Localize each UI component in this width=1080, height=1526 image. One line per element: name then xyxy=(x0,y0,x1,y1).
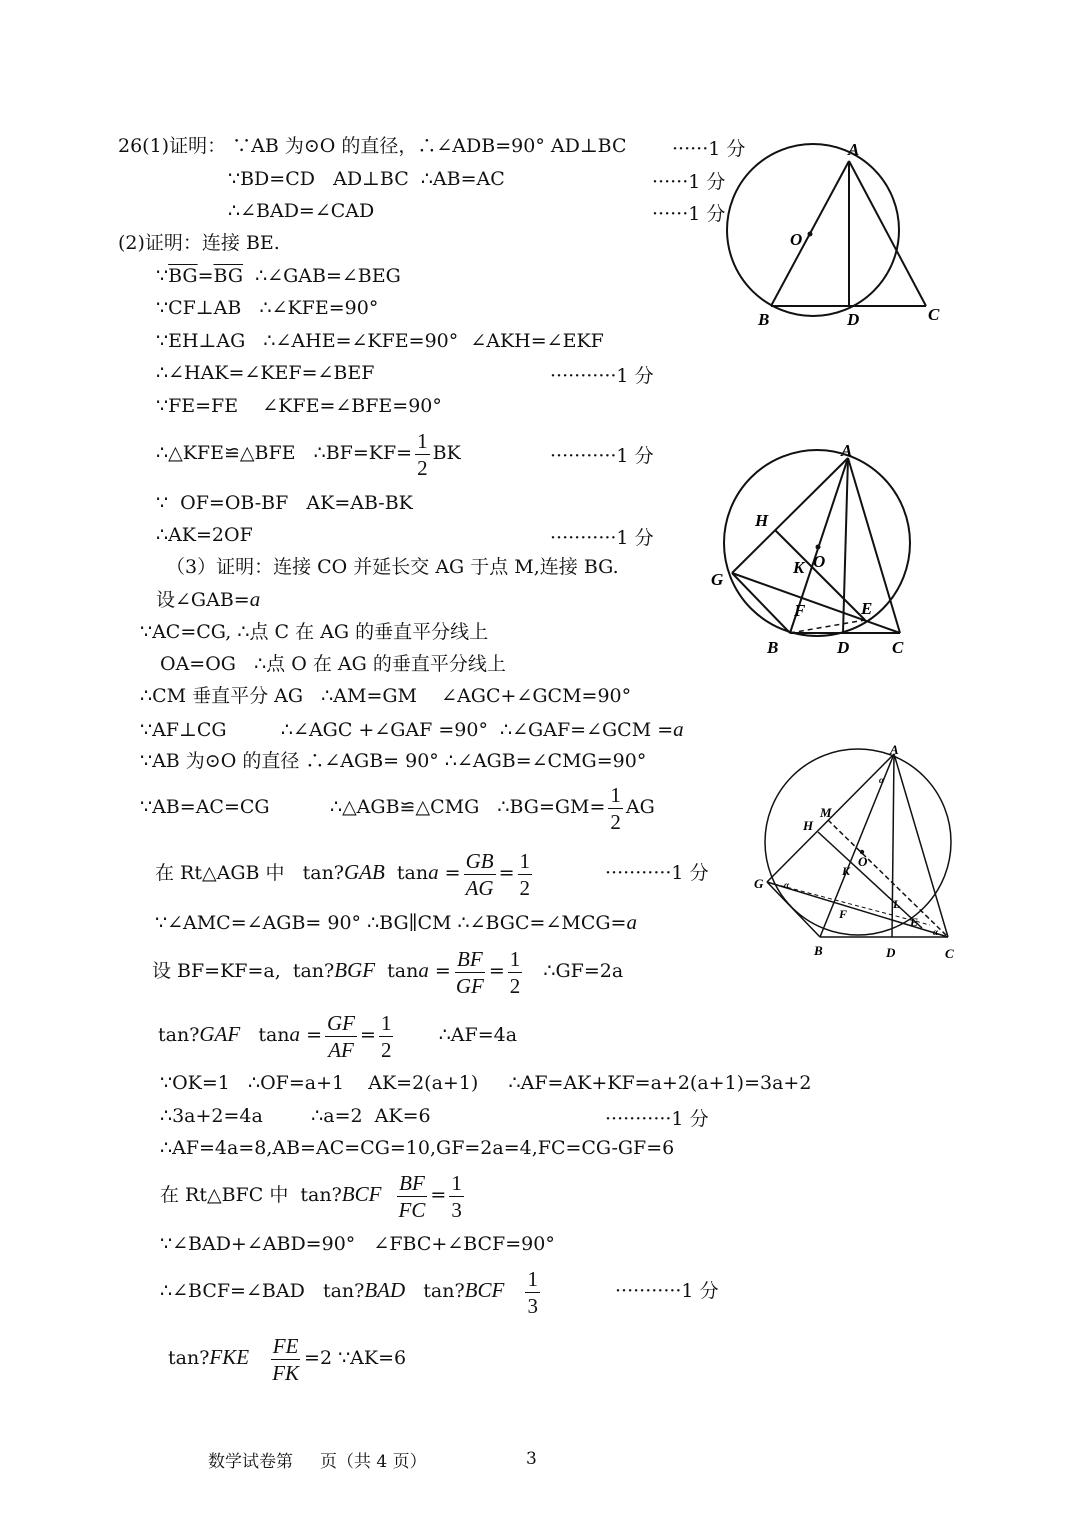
label-o: O xyxy=(858,854,868,869)
label-b: B xyxy=(814,943,823,958)
label-a: A xyxy=(841,441,853,460)
line-15: ∵AC=CG, ∴点 C 在 AG 的垂直平分线上 xyxy=(140,621,489,643)
page-number: 3 xyxy=(526,1449,537,1469)
score-marker: ···········1 分 xyxy=(605,862,709,884)
label-o: O xyxy=(813,552,826,571)
line-17: ∴CM 垂直平分 AG ∴AM=GM ∠AGC+∠GCM=90° xyxy=(140,685,632,707)
line-27: ∴AF=4a=8,AB=AC=CG=10,GF=2a=4,FC=CG-GF=6 xyxy=(160,1137,675,1159)
label-k: K xyxy=(842,864,851,878)
label-l: L xyxy=(893,897,901,911)
fraction-half: $\frac{1}{2}$ xyxy=(509,946,521,998)
fraction-fe-fk: $\frac{FE}{FK}$ xyxy=(272,1333,300,1385)
line-20: ∵AB=AC=CG ∴△AGB≌△CMG ∴BG=GM= $\frac{1}{2}$ AG xyxy=(140,782,655,834)
score-marker: ······1 分 xyxy=(672,138,746,160)
line-26: ∴3a+2=4a ∴a=2 AK=6 xyxy=(160,1105,431,1127)
figure-3-circle-construction xyxy=(750,740,980,965)
label-e: E xyxy=(910,915,919,929)
line-22: ∵∠AMC=∠AGB= 90° ∴BG∥CM ∴∠BGC=∠MCG=a xyxy=(155,910,637,934)
score-marker: ···········1 分 xyxy=(550,527,654,549)
label-k: K xyxy=(793,558,805,577)
line-14: 设∠GAB=a xyxy=(156,587,261,611)
label-b: B xyxy=(758,310,770,329)
line-30: ∴∠BCF=∠BAD tan?BAD tan?BCF $\frac{1}{3}$ xyxy=(160,1266,538,1318)
arc-bg-2: $\overline{BG}$ xyxy=(213,265,244,287)
label-c: C xyxy=(928,305,940,324)
line-4: (2)证明：连接 BE. xyxy=(118,232,280,254)
score-marker: ···········1 分 xyxy=(550,445,654,467)
label-alpha: α xyxy=(879,775,884,785)
line-31: tan?FKE $\frac{FE}{FK}$ =2 ∵AK=6 xyxy=(168,1333,407,1385)
fraction-bf-gf: $\frac{BF}{GF}$ xyxy=(455,946,484,998)
score-marker: ···········1 分 xyxy=(550,365,654,387)
line-18: ∵AF⊥CG ∴∠AGC +∠GAF =90° ∴∠GAF=∠GCM =a xyxy=(140,717,684,741)
line-16: OA=OG ∴点 O 在 AG 的垂直平分线上 xyxy=(160,653,506,675)
fraction-gf-af: $\frac{GF}{AF}$ xyxy=(327,1010,356,1062)
line-1: 26(1)证明： ∵AB 为⊙O 的直径，∴∠ADB=90° AD⊥BC xyxy=(118,135,627,157)
page-footer: 数学试卷第 页（共 4 页） xyxy=(208,1452,427,1472)
label-f: F xyxy=(794,601,806,620)
line-7: ∵EH⊥AG ∴∠AHE=∠KFE=90° ∠AKH=∠EKF xyxy=(156,330,604,352)
label-e: E xyxy=(861,599,873,618)
line-28: 在 Rt△BFC 中 tan?BCF $\frac{BF}{FC}$ = $\frac{1}{3}$ xyxy=(160,1170,462,1222)
score-marker: ······1 分 xyxy=(652,171,726,193)
label-b: B xyxy=(767,638,779,657)
label-d: D xyxy=(837,638,850,657)
fraction-third: $\frac{1}{3}$ xyxy=(527,1266,538,1318)
label-h: H xyxy=(755,511,769,530)
line-25: ∵OK=1 ∴OF=a+1 AK=2(a+1) ∴AF=AK+KF=a+2(a+1)=3a+2 xyxy=(160,1072,812,1094)
label-c: C xyxy=(892,638,904,657)
fraction-third: $\frac{1}{3}$ xyxy=(451,1170,462,1222)
figure-2-circle-construction xyxy=(705,440,925,665)
label-g: G xyxy=(754,876,764,891)
score-marker: ···········1 分 xyxy=(615,1280,719,1302)
score-marker: ······1 分 xyxy=(652,203,726,225)
line-19: ∵AB 为⊙O 的直径 ∴∠AGB= 90° ∴∠AGB=∠CMG=90° xyxy=(140,750,647,772)
line-24: tan?GAF tana = $\frac{GF}{AF}$ = $\frac{1}{2}$ ∴AF=4a xyxy=(158,1010,518,1062)
label-a: A xyxy=(848,140,860,159)
line-12: ∴AK=2OF xyxy=(156,524,253,546)
label-alpha: α xyxy=(784,880,789,890)
fraction-gb-ag: $\frac{GB}{AG}$ xyxy=(465,848,494,900)
label-alpha: α xyxy=(933,927,938,937)
line-11: ∵ OF=OB-BF AK=AB-BK xyxy=(156,492,413,514)
fraction-half: $\frac{1}{2}$ xyxy=(380,1010,392,1062)
fraction-half: $\frac{1}{2}$ xyxy=(610,782,621,834)
line-10: ∴△KFE≌△BFE ∴BF=KF= $\frac{1}{2}$ BK xyxy=(156,428,461,480)
line-2: ∵BD=CD AD⊥BC ∴AB=AC xyxy=(228,168,505,190)
label-o: O xyxy=(790,230,803,249)
label-c: C xyxy=(945,946,954,961)
label-f: F xyxy=(839,907,848,921)
line-5: $\because\overline{BG}=\overline{BG}$ ∴∠GAB=∠BEG xyxy=(156,265,401,287)
line-21: 在 Rt△AGB 中 tan?GAB tana = $\frac{GB}{AG}$ = $\frac{1}{2}$ xyxy=(155,848,530,900)
arc-bg-1: $\overline{BG}$ xyxy=(168,265,198,287)
line-6: ∵CF⊥AB ∴∠KFE=90° xyxy=(156,297,379,319)
fraction-bf-fc: $\frac{BF}{FC}$ xyxy=(398,1170,426,1222)
label-m: M xyxy=(820,805,832,820)
score-marker: ···········1 分 xyxy=(605,1108,709,1130)
line-8: ∴∠HAK=∠KEF=∠BEF xyxy=(156,362,375,384)
label-a: A xyxy=(890,742,899,757)
line-23: 设 BF=KF=a, tan?BGF tana = $\frac{BF}{GF}$ = $\frac{1}{2}$ ∴GF=2a xyxy=(152,946,624,998)
line-29: ∵∠BAD+∠ABD=90° ∠FBC+∠BCF=90° xyxy=(160,1233,555,1255)
line-9: ∵FE=FE ∠KFE=∠BFE=90° xyxy=(156,395,442,417)
label-g: G xyxy=(711,570,724,589)
label-h: H xyxy=(803,818,814,833)
label-d: D xyxy=(886,945,896,960)
fraction-half: $\frac{1}{2}$ xyxy=(519,848,530,900)
fraction-half: $\frac{1}{2}$ xyxy=(417,428,428,480)
line-13: （3）证明：连接 CO 并延长交 AG 于点 M,连接 BG. xyxy=(166,556,619,578)
figure-1-circle-triangle xyxy=(715,135,955,335)
label-d: D xyxy=(847,310,860,329)
line-3: ∴∠BAD=∠CAD xyxy=(228,200,375,222)
